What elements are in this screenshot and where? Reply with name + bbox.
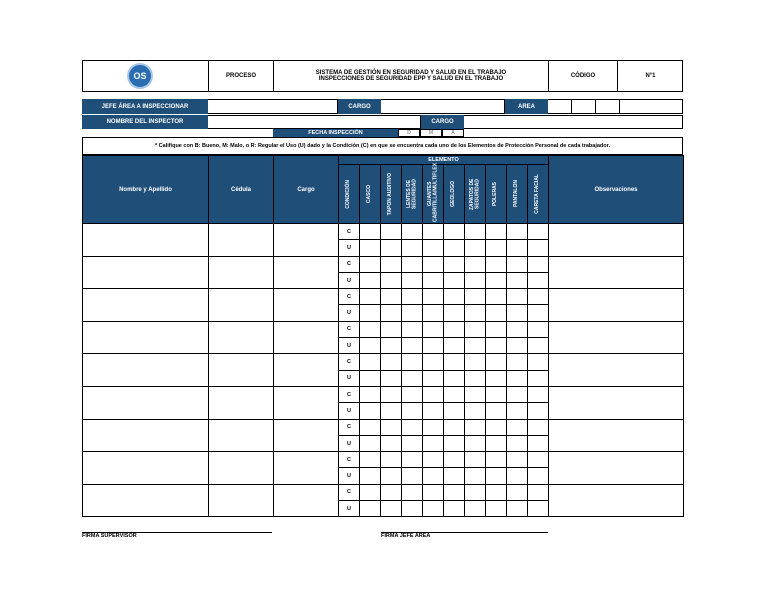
cell-nombre[interactable] [83,256,209,289]
cell-cedula[interactable] [209,321,274,354]
cell-cedula[interactable] [209,452,274,485]
rating-cell[interactable] [528,370,549,386]
rating-cell[interactable] [360,419,381,435]
rating-cell[interactable] [381,240,402,256]
rating-cell[interactable] [486,403,507,419]
rating-cell[interactable] [507,338,528,354]
rating-cell[interactable] [360,272,381,288]
row-code: U [339,435,360,451]
col-header-cedula: Cédula [209,156,274,224]
rating-cell[interactable] [444,435,465,451]
rating-cell[interactable] [528,435,549,451]
cargo-inspector-field[interactable] [464,115,683,129]
row-code: U [339,240,360,256]
rating-cell[interactable] [444,484,465,500]
elemento-header-1 [360,165,381,224]
elemento-header-5 [444,165,465,224]
elemento-label: ZAPATOS DE SEGURIDAD [468,178,480,210]
rating-cell[interactable] [360,370,381,386]
rating-cell[interactable] [486,321,507,337]
rating-cell[interactable] [528,354,549,370]
rating-cell[interactable] [486,289,507,305]
table-row [83,354,684,370]
rating-cell[interactable] [402,305,423,321]
cell-nombre[interactable] [83,484,209,517]
rating-cell[interactable] [465,224,486,240]
rating-cell[interactable] [486,468,507,484]
rating-cell[interactable] [360,468,381,484]
firma-supervisor-label: FIRMA SUPERVISOR [82,533,137,539]
rating-cell[interactable] [465,468,486,484]
cell-cedula[interactable] [209,484,274,517]
rating-cell[interactable] [402,435,423,451]
row-code: C [339,386,360,402]
rating-cell[interactable] [486,256,507,272]
cell-nombre[interactable] [83,354,209,387]
rating-cell[interactable] [486,484,507,500]
rating-cell[interactable] [507,452,528,468]
rating-cell[interactable] [360,354,381,370]
rating-cell[interactable] [507,289,528,305]
cell-observaciones[interactable] [549,321,684,354]
rating-cell[interactable] [423,501,444,517]
rating-cell[interactable] [402,403,423,419]
rating-cell[interactable] [423,386,444,402]
rating-cell[interactable] [360,240,381,256]
rating-cell[interactable] [486,305,507,321]
cell-cargo[interactable] [274,321,339,354]
table-row [83,321,684,337]
cell-cedula[interactable] [209,289,274,322]
rating-cell[interactable] [360,256,381,272]
rating-cell[interactable] [486,354,507,370]
rating-cell[interactable] [507,435,528,451]
cell-observaciones[interactable] [549,256,684,289]
rating-cell[interactable] [402,338,423,354]
rating-cell[interactable] [486,224,507,240]
rating-cell[interactable] [528,321,549,337]
rating-cell[interactable] [465,321,486,337]
table-row [83,224,684,240]
cell-nombre[interactable] [83,289,209,322]
rating-cell[interactable] [402,240,423,256]
rating-cell[interactable] [486,338,507,354]
rating-cell[interactable] [486,501,507,517]
row-code: C [339,354,360,370]
cell-nombre[interactable] [83,386,209,419]
rating-cell[interactable] [486,435,507,451]
logo-text: OS [133,71,147,81]
rating-cell[interactable] [381,435,402,451]
cell-nombre[interactable] [83,419,209,452]
rating-cell[interactable] [486,452,507,468]
rating-cell[interactable] [444,501,465,517]
rating-cell[interactable] [423,305,444,321]
cell-observaciones[interactable] [549,452,684,485]
rating-cell[interactable] [381,386,402,402]
rating-cell[interactable] [402,354,423,370]
elemento-label: POLERAS [492,181,499,207]
jefe-area-label: JEFE ÁREA A INSPECCIONAR [82,99,208,114]
rating-cell[interactable] [465,338,486,354]
rating-cell[interactable] [528,403,549,419]
rating-cell[interactable] [381,354,402,370]
rating-cell[interactable] [402,370,423,386]
row-code: U [339,370,360,386]
cell-cedula[interactable] [209,419,274,452]
rating-cell[interactable] [528,468,549,484]
cargo-field[interactable] [381,99,505,114]
rating-cell[interactable] [507,305,528,321]
col-header-nombre: Nombre y Apellido [83,156,209,224]
firma-jefe-label: FIRMA JEFE AREA [381,533,431,539]
rating-cell[interactable] [381,321,402,337]
elemento-header-7 [486,165,507,224]
cell-cargo[interactable] [274,224,339,257]
row-code: U [339,403,360,419]
elemento-label: CARETA FACIAL [534,174,541,214]
rating-cell[interactable] [528,272,549,288]
rating-cell[interactable] [465,354,486,370]
cell-cargo[interactable] [274,354,339,387]
rating-cell[interactable] [528,452,549,468]
table-row [83,386,684,402]
cell-cedula[interactable] [209,256,274,289]
rating-cell[interactable] [507,484,528,500]
elemento-header-0 [339,165,360,224]
row-code: U [339,272,360,288]
rating-cell[interactable] [465,305,486,321]
rating-cell[interactable] [360,224,381,240]
elemento-label: GUANTES CABRITILLA/MULTIFLEX [426,162,438,222]
rating-cell[interactable] [360,403,381,419]
cargo-label: CARGO [338,99,381,114]
fecha-month[interactable]: M [420,129,442,137]
elemento-label: LENTES DE SEGURIDAD [405,179,417,210]
rating-cell[interactable] [402,224,423,240]
nombre-inspector-label: NOMBRE DEL INSPECTOR [82,115,208,129]
instruction-text: * Califique con B: Bueno, M: Malo, o R: Regular el Uso (U) dado y la Condición (C) en que se encuentra cada uno de los Elementos de Protección Personal de cada trabajador. [82,137,683,155]
rating-cell[interactable] [381,452,402,468]
cell-cargo[interactable] [274,484,339,517]
rating-cell[interactable] [528,305,549,321]
rating-cell[interactable] [465,370,486,386]
rating-cell[interactable] [444,240,465,256]
rating-cell[interactable] [381,501,402,517]
rating-cell[interactable] [507,256,528,272]
rating-cell[interactable] [465,289,486,305]
cell-observaciones[interactable] [549,289,684,322]
fecha-day[interactable]: D [398,129,420,137]
cell-cargo[interactable] [274,419,339,452]
elemento-label: CASCO [366,184,373,204]
rating-cell[interactable] [381,484,402,500]
rating-cell[interactable] [528,256,549,272]
number-label: N°1 [645,73,656,79]
table-row [83,452,684,468]
rating-cell[interactable] [528,484,549,500]
area-field-2[interactable] [572,99,596,114]
rating-cell[interactable] [465,419,486,435]
elemento-header-6 [465,165,486,224]
rating-cell[interactable] [486,419,507,435]
cell-nombre[interactable] [83,224,209,257]
rating-cell[interactable] [486,272,507,288]
elemento-header-8 [507,165,528,224]
cell-observaciones[interactable] [549,354,684,387]
cell-observaciones[interactable] [549,484,684,517]
area-field-3[interactable] [596,99,620,114]
rating-cell[interactable] [528,501,549,517]
rating-cell[interactable] [486,386,507,402]
rating-cell[interactable] [528,224,549,240]
row-code: C [339,321,360,337]
rating-cell[interactable] [444,272,465,288]
rating-cell[interactable] [465,484,486,500]
rating-cell[interactable] [507,240,528,256]
rating-cell[interactable] [444,305,465,321]
rating-cell[interactable] [423,403,444,419]
rating-cell[interactable] [381,272,402,288]
rating-cell[interactable] [423,256,444,272]
rating-cell[interactable] [360,484,381,500]
rating-cell[interactable] [360,305,381,321]
rating-cell[interactable] [402,256,423,272]
rating-cell[interactable] [465,240,486,256]
rating-cell[interactable] [381,289,402,305]
fecha-year[interactable]: A [442,129,464,137]
rating-cell[interactable] [423,354,444,370]
rating-cell[interactable] [360,321,381,337]
rating-cell[interactable] [444,321,465,337]
cell-nombre[interactable] [83,321,209,354]
rating-cell[interactable] [444,452,465,468]
cell-cedula[interactable] [209,354,274,387]
rating-cell[interactable] [507,321,528,337]
cell-nombre[interactable] [83,452,209,485]
rating-cell[interactable] [423,338,444,354]
rating-cell[interactable] [381,468,402,484]
rating-cell[interactable] [423,435,444,451]
elemento-label: TAPON AUDITIVO [387,172,394,216]
rating-cell[interactable] [381,256,402,272]
rating-cell[interactable] [444,468,465,484]
elemento-header-3 [402,165,423,224]
rating-cell[interactable] [402,452,423,468]
rating-cell[interactable] [381,370,402,386]
rating-cell[interactable] [465,452,486,468]
rating-cell[interactable] [465,272,486,288]
col-header-observaciones: Observaciones [549,156,684,224]
rating-cell[interactable] [507,501,528,517]
rating-cell[interactable] [360,386,381,402]
cell-cargo[interactable] [274,289,339,322]
elemento-header: ELEMENTO [339,156,549,165]
rating-cell[interactable] [402,289,423,305]
rating-cell[interactable] [486,370,507,386]
elemento-label: CONDICIÓN [345,179,352,209]
rating-cell[interactable] [528,289,549,305]
table-row [83,419,684,435]
rating-cell[interactable] [528,386,549,402]
rating-cell[interactable] [444,338,465,354]
rating-cell[interactable] [423,272,444,288]
area-label: AREA [505,99,548,114]
table-row [83,289,684,305]
row-code: C [339,256,360,272]
cell-observaciones[interactable] [549,386,684,419]
rating-cell[interactable] [423,370,444,386]
title-line-1: SISTEMA DE GESTIÓN EN SEGURIDAD Y SALUD EN EL TRABAJO [315,70,507,76]
rating-cell[interactable] [444,370,465,386]
elemento-header-2 [381,165,402,224]
rating-cell[interactable] [465,501,486,517]
rating-cell[interactable] [507,272,528,288]
rating-cell[interactable] [402,386,423,402]
rating-cell[interactable] [465,256,486,272]
rating-cell[interactable] [444,256,465,272]
title-line-2: INSPECCIONES DE SEGURIDAD EPP Y SALUD EN EL TRABAJO [318,76,504,82]
cell-cargo[interactable] [274,256,339,289]
rating-cell[interactable] [423,224,444,240]
elemento-header-9 [528,165,549,224]
rating-cell[interactable] [381,305,402,321]
rating-cell[interactable] [465,403,486,419]
rating-cell[interactable] [402,501,423,517]
rating-cell[interactable] [360,338,381,354]
cell-cargo[interactable] [274,386,339,419]
rating-cell[interactable] [528,240,549,256]
elemento-label: GEOLOGO [450,181,457,207]
rating-cell[interactable] [486,240,507,256]
rating-cell[interactable] [528,338,549,354]
rating-cell[interactable] [507,370,528,386]
rating-cell[interactable] [423,321,444,337]
rating-cell[interactable] [381,403,402,419]
cell-observaciones[interactable] [549,224,684,257]
row-code: C [339,419,360,435]
col-header-cargo: Cargo [274,156,339,224]
rating-cell[interactable] [465,386,486,402]
rating-cell[interactable] [360,501,381,517]
row-code: U [339,305,360,321]
rating-cell[interactable] [507,403,528,419]
rating-cell[interactable] [360,435,381,451]
rating-cell[interactable] [444,354,465,370]
company-logo [127,63,153,89]
rating-cell[interactable] [444,403,465,419]
rating-cell[interactable] [444,289,465,305]
cargo-inspector-label: CARGO [421,115,464,129]
nombre-inspector-field[interactable] [208,115,421,129]
fecha-label: FECHA INSPECCIÓN [273,129,398,137]
cell-observaciones[interactable] [549,419,684,452]
rating-cell[interactable] [465,435,486,451]
rating-cell[interactable] [360,452,381,468]
rating-cell[interactable] [381,338,402,354]
document-title [274,60,548,92]
row-code: C [339,452,360,468]
jefe-area-field[interactable] [208,99,338,114]
row-code: U [339,501,360,517]
elemento-label: PANTALON [513,180,520,208]
table-row [83,256,684,272]
cell-cedula[interactable] [209,386,274,419]
rating-cell[interactable] [381,224,402,240]
table-row [83,484,684,500]
rating-cell[interactable] [444,419,465,435]
rating-cell[interactable] [423,484,444,500]
area-field-1[interactable] [548,99,572,114]
rating-cell[interactable] [360,289,381,305]
row-code: U [339,338,360,354]
cell-cedula[interactable] [209,224,274,257]
rating-cell[interactable] [402,272,423,288]
row-code: C [339,484,360,500]
inspection-table [82,155,684,517]
row-code: C [339,224,360,240]
rating-cell[interactable] [423,419,444,435]
rating-cell[interactable] [402,468,423,484]
process-label: PROCESO [225,73,256,79]
rating-cell[interactable] [381,419,402,435]
rating-cell[interactable] [402,419,423,435]
rating-cell[interactable] [528,419,549,435]
code-label: CÓDIGO [570,73,596,79]
rating-cell[interactable] [507,224,528,240]
rating-cell[interactable] [507,354,528,370]
row-code: U [339,468,360,484]
rating-cell[interactable] [444,386,465,402]
rating-cell[interactable] [507,419,528,435]
row-code: C [339,289,360,305]
rating-cell[interactable] [507,386,528,402]
rating-cell[interactable] [444,224,465,240]
rating-cell[interactable] [423,289,444,305]
rating-cell[interactable] [423,240,444,256]
rating-cell[interactable] [423,468,444,484]
rating-cell[interactable] [402,484,423,500]
rating-cell[interactable] [423,452,444,468]
elemento-header-4 [423,162,444,224]
rating-cell[interactable] [507,468,528,484]
rating-cell[interactable] [402,321,423,337]
cell-cargo[interactable] [274,452,339,485]
